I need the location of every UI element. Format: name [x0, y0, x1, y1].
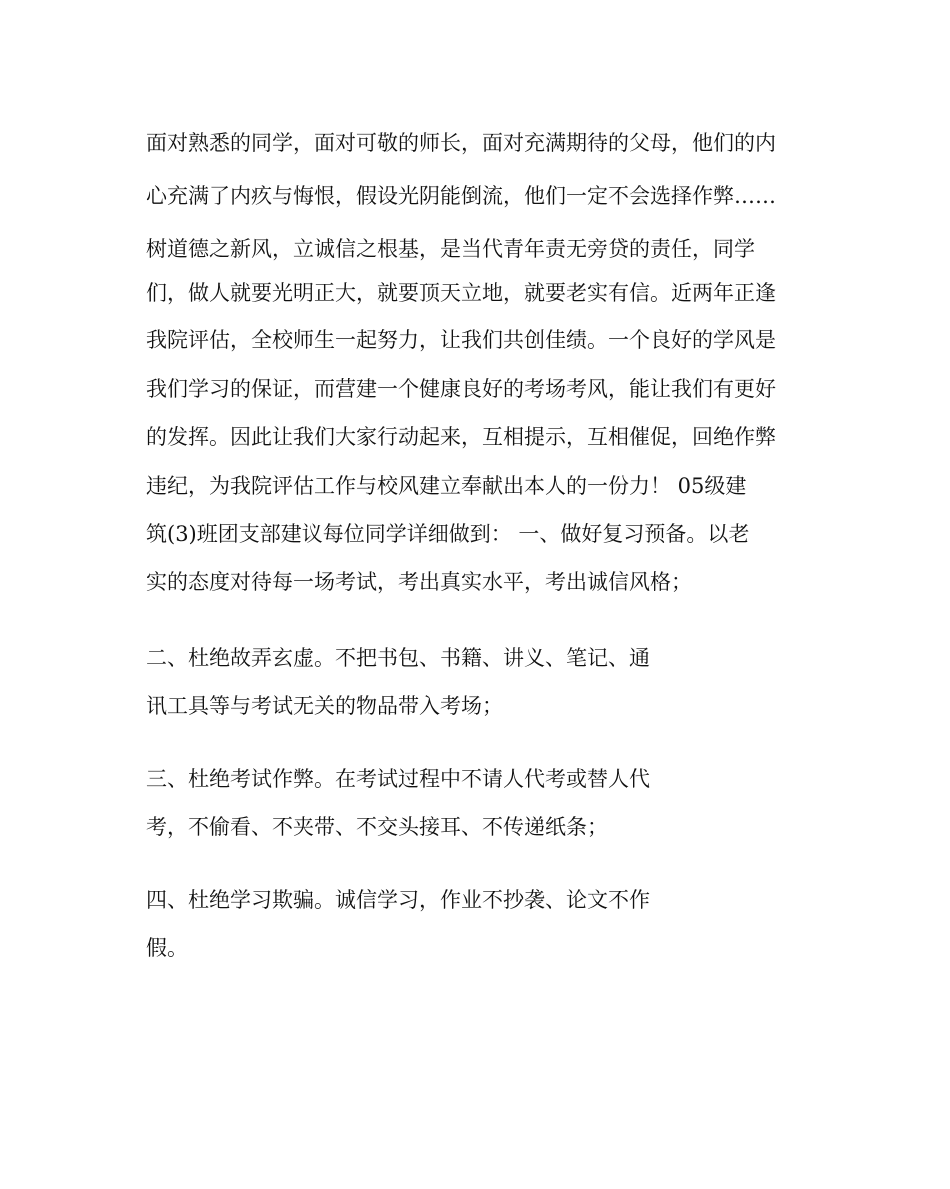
paragraph1-line: 面对熟悉的同学，面对可敬的师长，面对充满期待的父母，他们的内 — [146, 131, 776, 155]
paragraph2-line: 违纪，为我院评估工作与校风建立奉献出本人的一份力！ 05级建 — [146, 474, 747, 498]
item4-line: 四、杜绝学习欺骗。诚信学习，作业不抄袭、论文不作 — [146, 888, 650, 912]
item3-line: 三、杜绝考试作弊。在考试过程中不请人代考或替人代 — [146, 767, 650, 791]
paragraph2-line: 实的态度对待每一场考试，考出真实水平，考出诚信风格； — [146, 570, 692, 594]
item2-line: 讯工具等与考试无关的物品带入考场； — [146, 694, 503, 718]
item3-line: 考，不偷看、不夹带、不交头接耳、不传递纸条； — [146, 815, 608, 839]
paragraph2-line: 们，做人就要光明正大，就要顶天立地，就要老实有信。近两年正逢 — [146, 281, 776, 305]
paragraph2-line: 我院评估，全校师生一起努力，让我们共创佳绩。一个良好的学风是 — [146, 328, 776, 352]
paragraph2-line: 的发挥。因此让我们大家行动起来，互相提示，互相催促，回绝作弊 — [146, 425, 776, 449]
item4-line: 假。 — [146, 936, 188, 960]
paragraph2-line: 筑(3)班团支部建议每位同学详细做到： 一、做好复习预备。以老 — [146, 522, 750, 546]
paragraph2-line: 我们学习的保证，而营建一个健康良好的考场考风，能让我们有更好 — [146, 377, 776, 401]
paragraph1-line: 心充满了内疚与悔恨，假设光阴能倒流，他们一定不会选择作弊…… — [146, 184, 776, 208]
item2-line: 二、杜绝故弄玄虚。不把书包、书籍、讲义、笔记、通 — [146, 646, 650, 670]
paragraph2-line: 树道德之新风，立诚信之根基，是当代青年责无旁贷的责任，同学 — [146, 237, 755, 261]
